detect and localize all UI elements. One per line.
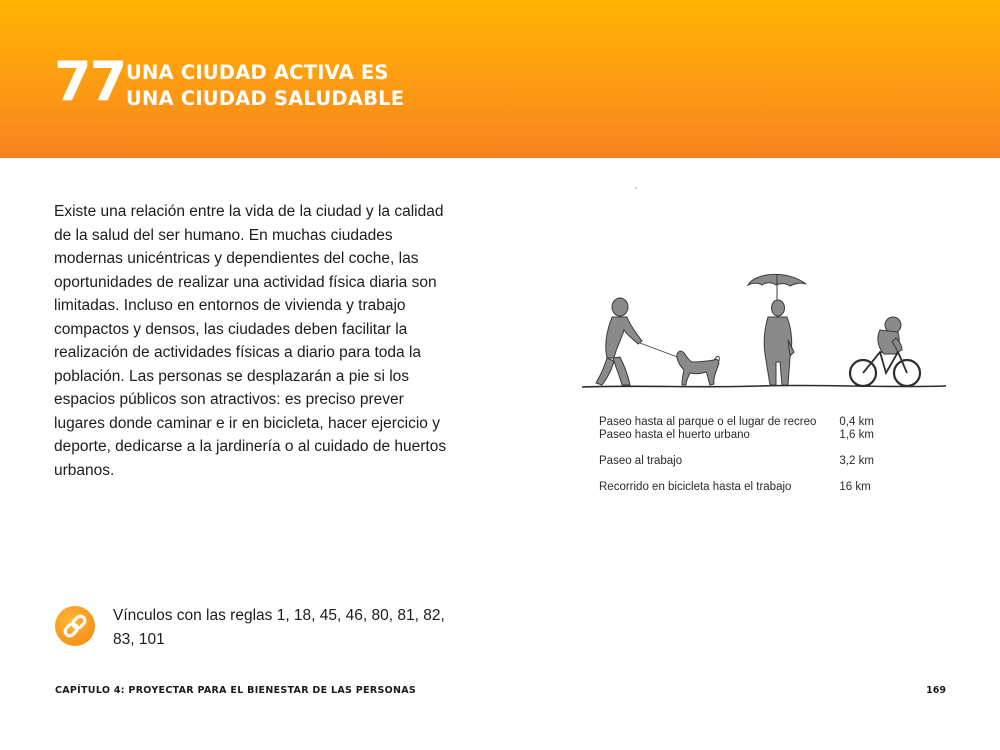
distance-label: Paseo al trabajo	[599, 455, 683, 467]
header-banner	[0, 0, 1000, 158]
distance-label: Recorrido en bicicleta hasta el trabajo	[599, 481, 792, 493]
distance-value: 16 km	[839, 481, 871, 493]
footer-chapter: CAPÍTULO 4: PROYECTAR PARA EL BIENESTAR DE LAS PERSONAS	[55, 685, 417, 696]
person-walking-dog-icon	[596, 298, 680, 385]
distance-row	[599, 429, 899, 442]
dog-icon	[677, 351, 719, 385]
distance-label: Paseo hasta al parque o el lugar de recreo	[599, 416, 817, 428]
rule-number: 77	[54, 50, 126, 113]
chain-link-icon	[55, 606, 95, 646]
related-rules	[55, 604, 455, 654]
distance-label: Paseo hasta el huerto urbano	[599, 429, 750, 441]
ground-line	[582, 385, 946, 387]
distance-row	[599, 416, 899, 429]
related-rules-text: Vínculos con las reglas 1, 18, 45, 46, 80, 81, 82, 83, 101	[113, 607, 445, 648]
person-with-umbrella-icon	[748, 274, 806, 385]
child-on-bicycle-icon	[850, 352, 920, 386]
page-title	[126, 60, 404, 112]
distance-list	[599, 416, 899, 494]
distance-value: 0,4 km	[839, 416, 874, 428]
distance-value: 1,6 km	[839, 429, 874, 441]
active-city-illustration	[580, 180, 950, 395]
distance-value: 3,2 km	[839, 455, 874, 467]
body-paragraph: Existe una relación entre la vida de la ciudad y la calidad de la salud del ser humano. En muchas ciudades modernas unicéntricas y dependientes del coche, las oportunidades de realizar una actividad física diaria son limitadas. Incluso en entornos de vivienda y trabajo compactos y densos, las ciudades deben facilitar la realización de actividades físicas a diario para toda la población. Las personas se desplazarán a pie si los espacios públicos son atractivos: es preciso prever lugares donde caminar e ir en bicicleta, hacer ejercicio y deporte, dedicarse a la jardinería o al cuidado de huertos urbanos.	[54, 203, 447, 479]
child-rider-icon	[878, 317, 902, 354]
distance-row	[599, 455, 899, 468]
title-line-2: UNA CIUDAD SALUDABLE	[126, 87, 405, 110]
title-line-1: UNA CIUDAD ACTIVA ES	[126, 61, 389, 84]
distance-row	[599, 481, 899, 494]
page-number: 169	[926, 685, 946, 696]
